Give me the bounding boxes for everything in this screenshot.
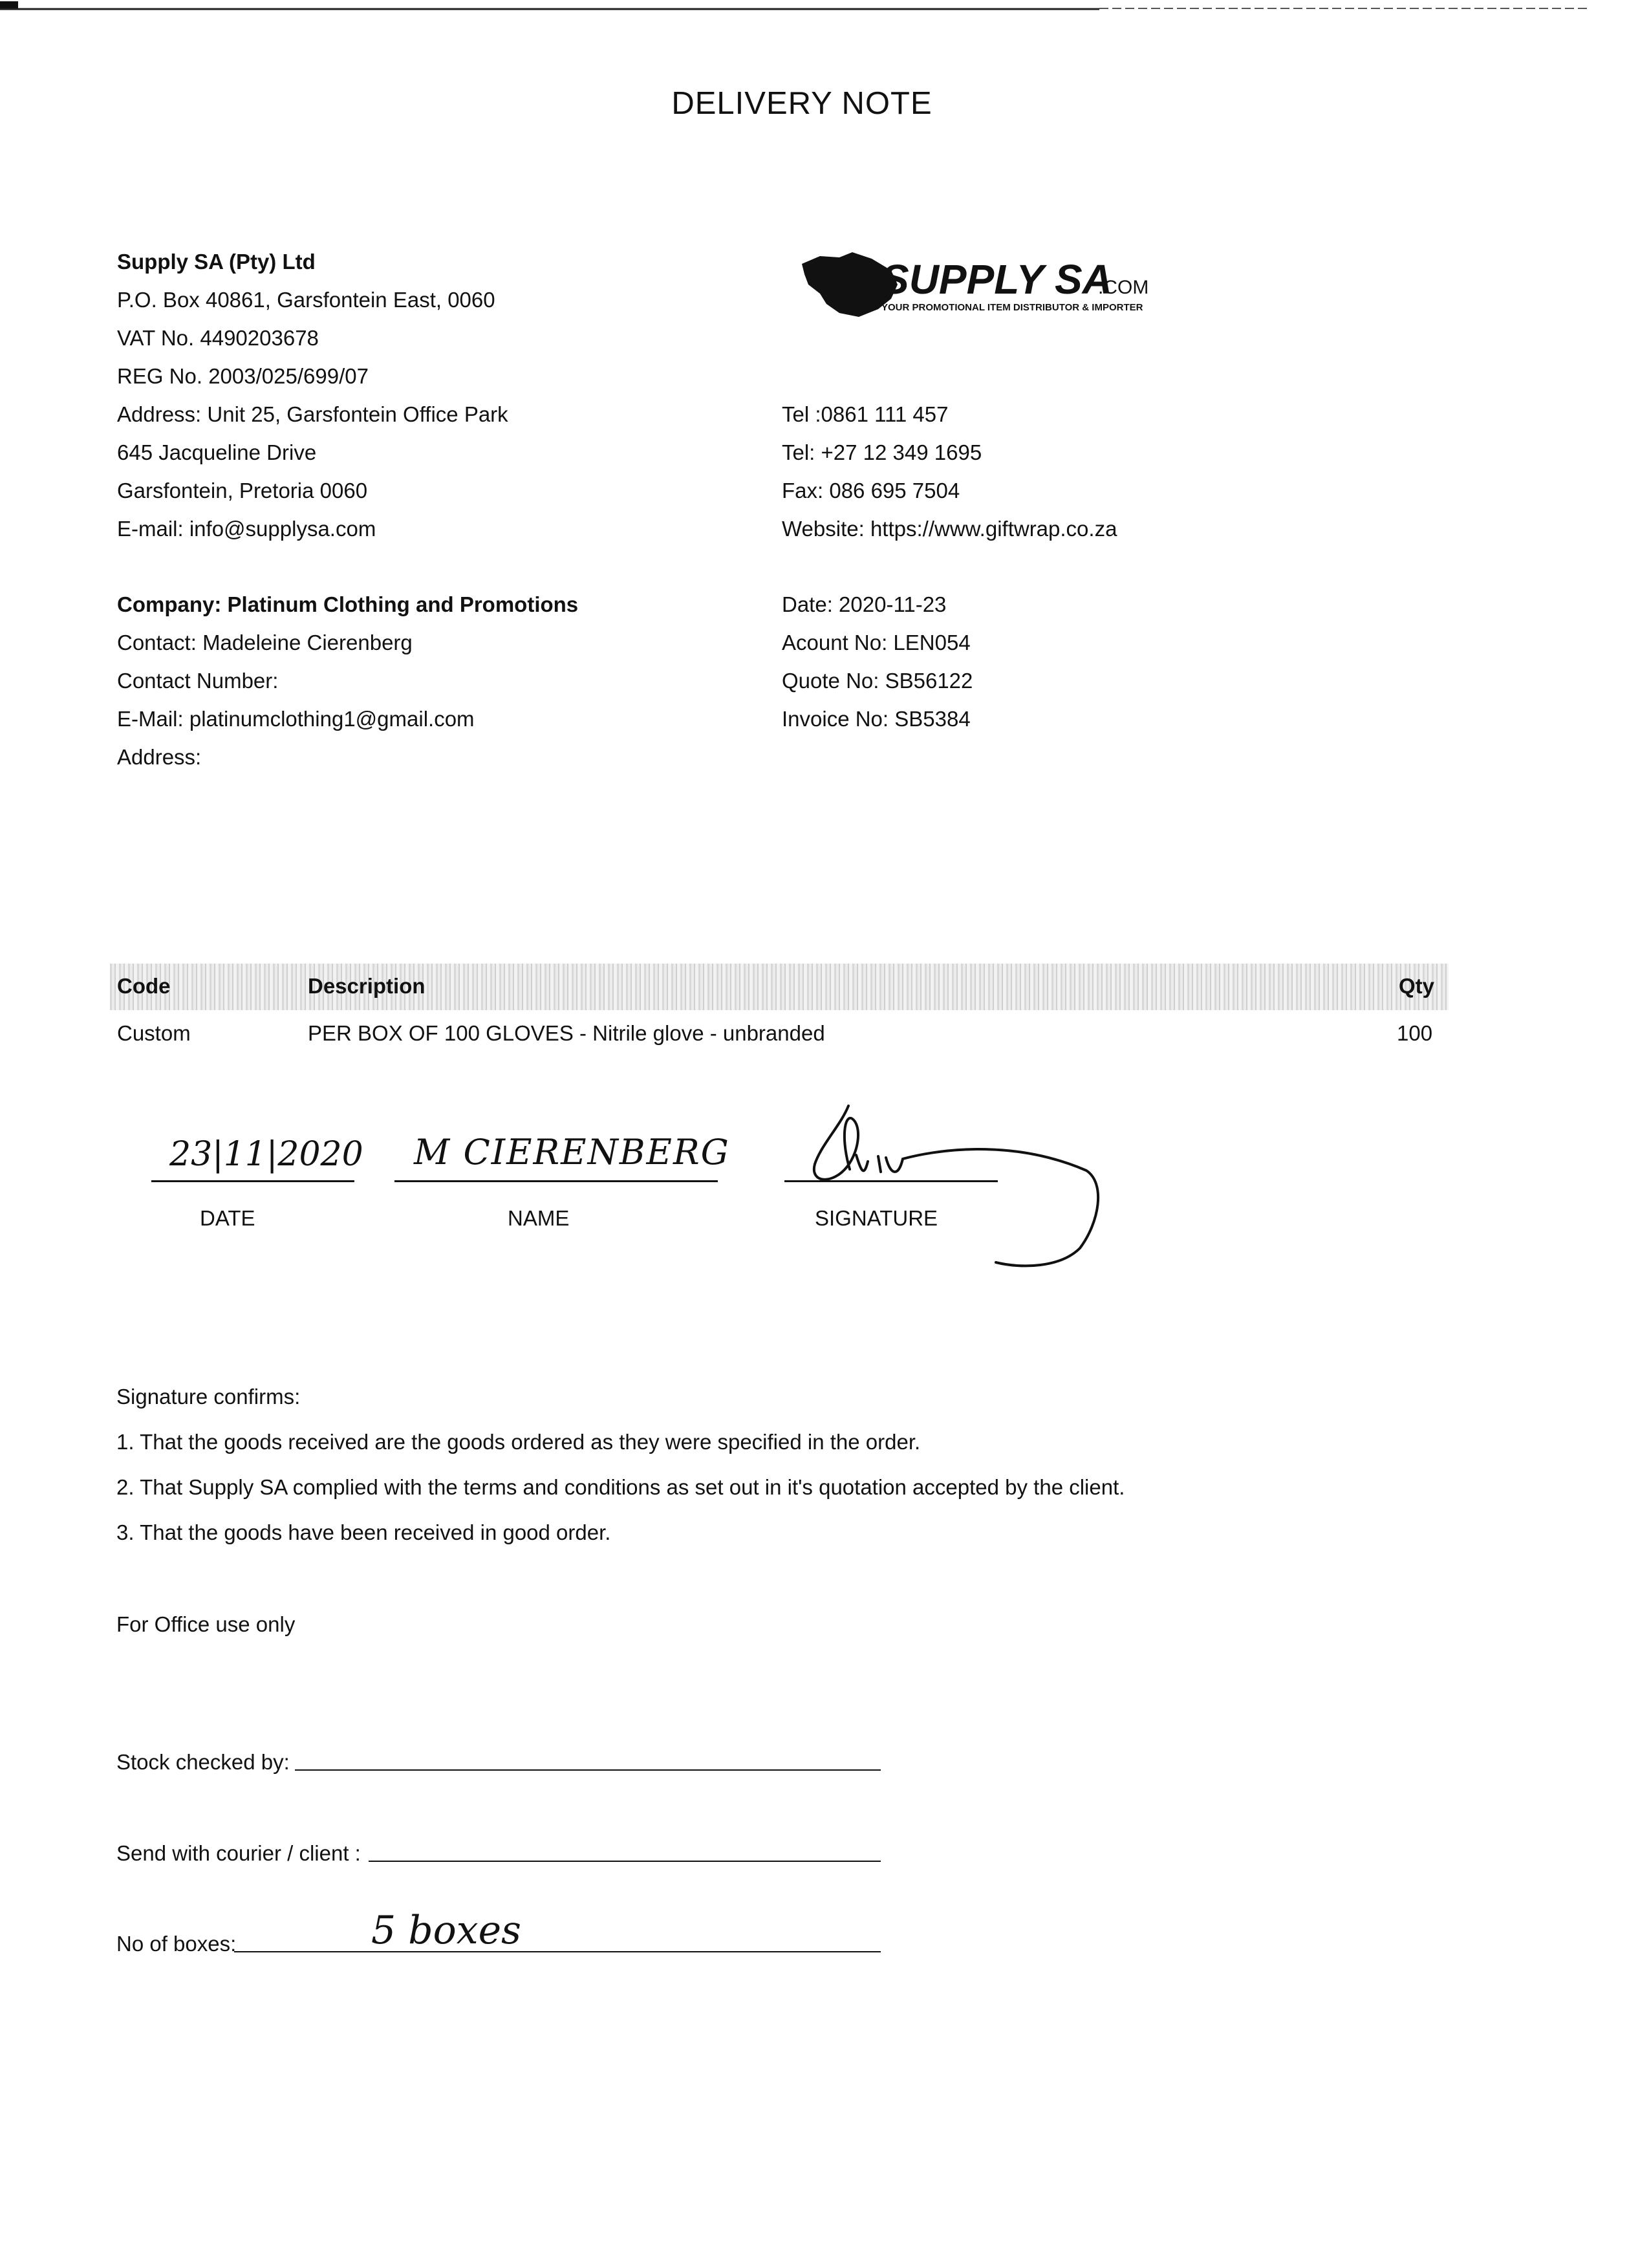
- customer-address: Address:: [117, 745, 202, 769]
- svg-text:YOUR PROMOTIONAL ITEM DISTRIBU: YOUR PROMOTIONAL ITEM DISTRIBUTOR & IMPORTER: [881, 302, 1143, 313]
- doc-invoice-no: Invoice No: SB5384: [782, 707, 971, 731]
- col-header-code: Code: [117, 974, 171, 998]
- date-label: DATE: [200, 1206, 255, 1230]
- cell-description: PER BOX OF 100 GLOVES - Nitrile glove - unbranded: [308, 1021, 825, 1045]
- office-heading: For Office use only: [116, 1612, 296, 1636]
- table-row: [110, 1021, 1449, 1053]
- page-title: DELIVERY NOTE: [671, 86, 932, 121]
- africa-map-icon: [794, 244, 1182, 322]
- confirms-heading: Signature confirms:: [116, 1385, 301, 1409]
- confirms-item: 1. That the goods received are the goods ordered as they were specified in the order.: [116, 1430, 921, 1454]
- supplier-email: E-mail: info@supplysa.com: [117, 517, 376, 541]
- supplier-line: P.O. Box 40861, Garsfontein East, 0060: [117, 288, 495, 312]
- boxes-field: [234, 1951, 881, 1952]
- doc-quote-no: Quote No: SB56122: [782, 669, 973, 693]
- customer-company: Company: Platinum Clothing and Promotions: [117, 592, 579, 616]
- website-line: Website: https://www.giftwrap.co.za: [782, 517, 1117, 541]
- fax-line: Fax: 086 695 7504: [782, 479, 960, 502]
- courier-label: Send with courier / client :: [116, 1841, 361, 1865]
- date-rule: [151, 1180, 354, 1182]
- supplier-line: 645 Jacqueline Drive: [117, 440, 317, 464]
- col-header-description: Description: [308, 974, 426, 998]
- supplier-name: Supply SA (Pty) Ltd: [117, 250, 316, 274]
- stock-checked-field: [295, 1769, 881, 1771]
- courier-field: [369, 1861, 881, 1862]
- tel-line: Tel: +27 12 349 1695: [782, 440, 982, 464]
- boxes-label: No of boxes:: [116, 1932, 237, 1956]
- supplier-line: VAT No. 4490203678: [117, 326, 319, 350]
- handwritten-boxes: 5 boxes: [371, 1908, 521, 1953]
- company-logo: [794, 244, 1182, 322]
- cell-code: Custom: [117, 1021, 191, 1045]
- customer-email: E-Mail: platinumclothing1@gmail.com: [117, 707, 475, 731]
- doc-date: Date: 2020-11-23: [782, 592, 947, 616]
- handwritten-date: 23|11|2020: [169, 1135, 363, 1174]
- handwritten-signature: [802, 1099, 1112, 1274]
- handwritten-name: M CIERENBERG: [414, 1132, 730, 1172]
- confirms-item: 3. That the goods have been received in good order.: [116, 1520, 611, 1544]
- name-label: NAME: [508, 1206, 570, 1230]
- tel-line: Tel :0861 111 457: [782, 402, 949, 426]
- name-rule: [394, 1180, 718, 1182]
- cell-qty: 100: [1397, 1021, 1433, 1045]
- supplier-line: Garsfontein, Pretoria 0060: [117, 479, 368, 502]
- doc-account-no: Acount No: LEN054: [782, 631, 971, 654]
- supplier-line: Address: Unit 25, Garsfontein Office Park: [117, 402, 508, 426]
- scan-edge-line: [0, 0, 1597, 10]
- supplier-line: REG No. 2003/025/699/07: [117, 364, 369, 388]
- customer-contact-number: Contact Number:: [117, 669, 279, 693]
- stock-checked-label: Stock checked by:: [116, 1750, 290, 1774]
- signature-label: SIGNATURE: [815, 1206, 938, 1230]
- table-header: [110, 964, 1449, 1010]
- customer-contact: Contact: Madeleine Cierenberg: [117, 631, 413, 654]
- svg-text:.COM: .COM: [1098, 277, 1149, 298]
- confirms-item: 2. That Supply SA complied with the terms and conditions as set out in it's quotation accepted by the client.: [116, 1475, 1125, 1499]
- svg-text:SUPPLY SA: SUPPLY SA: [881, 256, 1112, 303]
- col-header-qty: Qty: [1399, 974, 1435, 998]
